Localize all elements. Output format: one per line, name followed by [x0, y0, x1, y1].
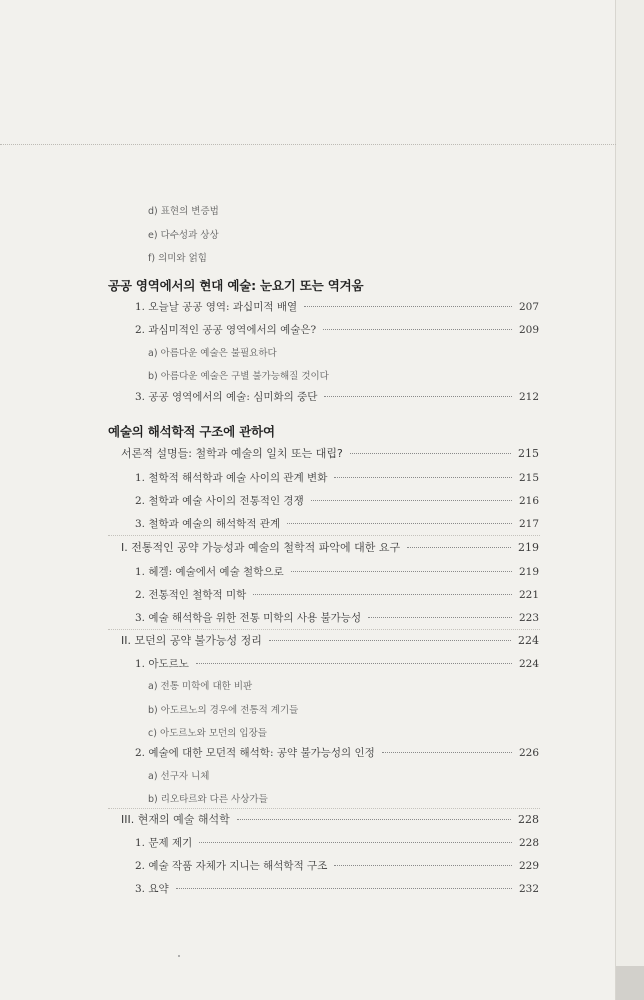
- section-divider: [108, 808, 540, 809]
- toc-subitem: a) 전통 미학에 대한 비판: [148, 681, 253, 692]
- toc-entry-title: 2. 예술에 대한 모던적 해석학: 공약 불가능성의 인정: [135, 747, 375, 759]
- toc-entry-page: 229: [518, 860, 539, 872]
- leader-dots: [323, 329, 512, 330]
- leader-dots: [334, 477, 512, 478]
- toc-entry: [135, 611, 539, 625]
- toc-subitem: b) 아도르노의 경우에 전통적 계기들: [148, 705, 299, 716]
- toc-entry: [135, 517, 539, 531]
- toc-entry-title: 1. 문제 제기: [135, 837, 193, 849]
- toc-entry: [135, 323, 539, 337]
- toc-entry-title: 2. 과심미적인 공공 영역에서의 예술은?: [135, 324, 317, 336]
- toc-subitem: d) 표현의 변증법: [148, 206, 219, 217]
- toc-entry-page: 219: [518, 541, 539, 554]
- toc-entry-title: 2. 예술 작품 자체가 지니는 해석학적 구조: [135, 860, 328, 872]
- leader-dots: [199, 842, 512, 843]
- toc-entry-page: 226: [518, 747, 539, 759]
- section-heading: 공공 영역에서의 현대 예술: 눈요기 또는 역겨움: [108, 278, 364, 293]
- toc-entry-page: 224: [518, 658, 539, 670]
- toc-entry-title: 2. 전통적인 철학적 미학: [135, 589, 247, 601]
- toc-entry: [121, 541, 539, 555]
- toc-entry-title: 3. 철학과 예술의 해석학적 관계: [135, 518, 281, 530]
- toc-subitem: c) 아도르노와 모던의 입장들: [148, 728, 267, 739]
- toc-subitem: a) 선구자 니체: [148, 771, 210, 782]
- toc-entry-page: 216: [518, 495, 539, 507]
- toc-entry-page: 221: [518, 589, 539, 601]
- leader-dots: [287, 523, 512, 524]
- toc-entry-page: 223: [518, 612, 539, 624]
- toc-subitem: b) 리오타르와 다른 사상가들: [148, 794, 268, 805]
- leader-dots: [269, 640, 511, 641]
- toc-entry: [121, 813, 539, 827]
- toc-entry-page: 224: [518, 634, 539, 647]
- toc-entry: [135, 859, 539, 873]
- toc-entry: [135, 565, 539, 579]
- toc-subitem: f) 의미와 얽힘: [148, 253, 207, 264]
- leader-dots: [237, 819, 511, 820]
- leader-dots: [291, 571, 512, 572]
- toc-entry: [135, 657, 539, 671]
- toc-entry-title: I. 전통적인 공약 가능성과 예술의 철학적 파악에 대한 요구: [121, 541, 401, 554]
- toc-subitem: e) 다수성과 상상: [148, 230, 219, 241]
- toc-entry: [135, 390, 539, 404]
- toc-entry: [135, 882, 539, 896]
- toc-entry: [121, 447, 539, 461]
- toc-entry-page: 219: [518, 566, 539, 578]
- section-divider: [108, 535, 540, 536]
- toc-subitem: a) 아름다운 예술은 불필요하다: [148, 348, 277, 359]
- toc-entry-title: 3. 요약: [135, 883, 169, 895]
- section-heading: 예술의 해석학적 구조에 관하여: [108, 424, 275, 439]
- toc-entry-page: 207: [518, 301, 539, 313]
- toc-entry: [135, 588, 539, 602]
- leader-dots: [311, 500, 512, 501]
- print-speck: [178, 955, 180, 957]
- leader-dots: [382, 752, 512, 753]
- toc-entry-page: 232: [518, 883, 539, 895]
- toc-entry-title: 1. 철학적 해석학과 예술 사이의 관계 변화: [135, 472, 328, 484]
- leader-dots: [253, 594, 512, 595]
- leader-dots: [334, 865, 512, 866]
- toc-entry-title: II. 모던의 공약 불가능성 정리: [121, 634, 262, 647]
- toc-entry-page: 228: [518, 813, 539, 826]
- toc-entry-title: 1. 아도르노: [135, 658, 189, 670]
- toc-entry-page: 215: [518, 472, 539, 484]
- leader-dots: [304, 306, 512, 307]
- toc-entry-page: 228: [518, 837, 539, 849]
- toc-entry: [135, 494, 539, 508]
- toc-entry-title: 1. 헤겔: 예술에서 예술 철학으로: [135, 566, 284, 578]
- toc-subitem: b) 아름다운 예술은 구별 불가능해질 것이다: [148, 371, 329, 382]
- toc-entry-title: 서론적 설명들: 철학과 예술의 일치 또는 대립?: [121, 447, 343, 460]
- toc-entry-title: 3. 예술 해석학을 위한 전통 미학의 사용 불가능성: [135, 612, 362, 624]
- toc-entry: [135, 836, 539, 850]
- toc-entry-page: 212: [518, 391, 539, 403]
- leader-dots: [176, 888, 512, 889]
- toc-entry-title: III. 현재의 예술 해석학: [121, 813, 230, 826]
- toc-entry: [135, 471, 539, 485]
- leader-dots: [324, 396, 512, 397]
- toc-entry: [121, 634, 539, 648]
- toc-entry-title: 1. 오늘날 공공 영역: 과십미적 배열: [135, 301, 298, 313]
- section-divider: [108, 629, 540, 630]
- leader-dots: [407, 547, 511, 548]
- leader-dots: [196, 663, 512, 664]
- toc-entry: [135, 300, 539, 314]
- toc-entry: [135, 746, 539, 760]
- toc-entry-page: 215: [518, 447, 539, 460]
- leader-dots: [368, 617, 512, 618]
- toc-entry-title: 2. 철학과 예술 사이의 전통적인 경쟁: [135, 495, 304, 507]
- leader-dots: [350, 453, 511, 454]
- toc-entry-page: 217: [518, 518, 539, 530]
- toc-entry-page: 209: [518, 324, 539, 336]
- toc-entry-title: 3. 공공 영역에서의 예술: 심미화의 중단: [135, 391, 318, 403]
